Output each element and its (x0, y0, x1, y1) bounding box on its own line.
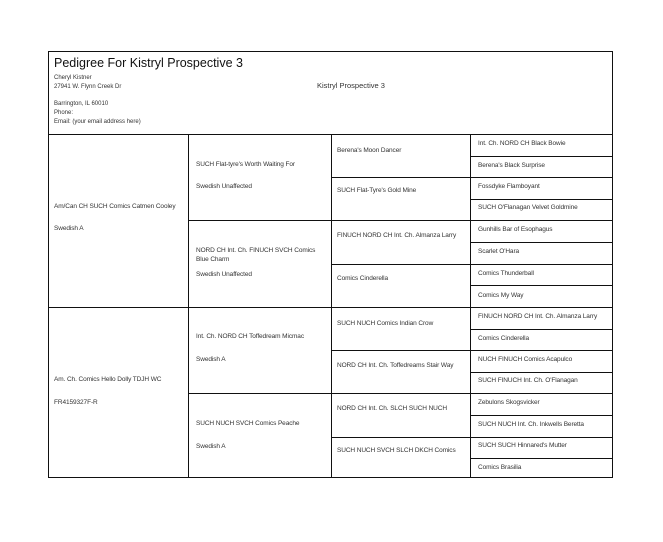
dam-name: Am. Ch. Comics Hello Dolly TDJH WC (54, 376, 162, 383)
grandparent-origin: Swedish A (196, 443, 226, 450)
dog-name: Kistryl Prospective 3 (317, 81, 385, 90)
great-grandparent: SUCH Flat-Tyre's Gold Mine (337, 187, 417, 194)
great-grandparent: NORD CH Int. Ch. SLCH SUCH NUCH (337, 405, 447, 412)
great-great-grandparent: FINUCH NORD CH Int. Ch. Almanza Larry (478, 313, 598, 320)
owner-name: Cheryl Kistner (54, 75, 92, 81)
grandparent-name: Int. Ch. NORD CH Toffedream Micmac (196, 333, 304, 340)
great-great-grandparent: SUCH O'Flanagan Velvet Goldmine (478, 204, 578, 211)
great-great-grandparent: SUCH NUCH Int. Ch. Inkwells Beretta (478, 421, 584, 428)
grandparent-divider-1 (188, 220, 612, 221)
great-grandparent: SUCH NUCH SVCH SLCH DKCH Comics (337, 447, 456, 454)
owner-city: Barrington, IL 60010 (54, 101, 109, 107)
grandparent-divider-2 (188, 393, 612, 394)
great-grandparent: FINUCH NORD CH Int. Ch. Almanza Larry (337, 232, 457, 239)
gggp-divider-1 (470, 156, 612, 157)
gggp-divider-7 (470, 415, 612, 416)
grandparent-name: NORD CH Int. Ch. FINUCH SVCH Comics Blue Charm (196, 247, 316, 263)
gggp-divider-2 (470, 199, 612, 200)
pedigree-sheet (48, 51, 613, 478)
great-great-grandparent: Fossdyke Flamboyant (478, 183, 540, 190)
great-grandparent: SUCH NUCH Comics Indian Crow (337, 320, 434, 327)
great-great-grandparent: Comics Thunderball (478, 270, 534, 277)
owner-email: Email: (your email address here) (54, 119, 141, 125)
great-grandparent: Comics Cinderella (337, 275, 389, 282)
great-great-grandparent: SUCH SUCH Hinnared's Mutter (478, 442, 567, 449)
grandparent-name: SUCH NUCH SVCH Comics Peache (196, 420, 300, 427)
gggp-divider-5 (470, 329, 612, 330)
grandparent-origin: Swedish A (196, 356, 226, 363)
gggp-divider-4 (470, 285, 612, 286)
owner-phone: Phone: (54, 110, 74, 116)
page-title: Pedigree For Kistryl Prospective 3 (54, 56, 243, 70)
dam-registration: FR4159327F-R (54, 399, 98, 406)
grandparent-name: SUCH Flat-tyre's Worth Waiting For (196, 161, 295, 168)
great-grandparent: NORD CH Int. Ch. Toffedreams Stair Way (337, 362, 454, 369)
ggp-divider-4 (331, 437, 612, 438)
great-great-grandparent: Comics My Way (478, 292, 524, 299)
column-divider-3 (470, 134, 471, 477)
great-great-grandparent: Scarlet O'Hara (478, 248, 520, 255)
great-great-grandparent: SUCH FINUCH Int. Ch. O'Flanagan (478, 377, 578, 384)
great-great-grandparent: Berena's Black Surprise (478, 162, 545, 169)
grandparent-origin: Swedish Unaffected (196, 183, 252, 190)
column-divider-1 (188, 134, 189, 477)
great-great-grandparent: Int. Ch. NORD CH Black Bowie (478, 140, 566, 147)
gggp-divider-8 (470, 458, 612, 459)
great-great-grandparent: Comics Cinderella (478, 335, 530, 342)
sire-origin: Swedish A (54, 225, 84, 232)
grandparent-origin: Swedish Unaffected (196, 271, 252, 278)
sire-name: Am/Can CH SUCH Comics Catmen Cooley (54, 203, 176, 210)
ggp-divider-1 (331, 177, 612, 178)
great-great-grandparent: Gunhills Bar of Esophagus (478, 226, 553, 233)
gggp-divider-6 (470, 372, 612, 373)
great-great-grandparent: NUCH FINUCH Comics Acapulco (478, 356, 573, 363)
owner-address: 27941 W. Flynn Creek Dr (54, 84, 122, 90)
great-grandparent: Berena's Moon Dancer (337, 147, 402, 154)
column-divider-2 (331, 134, 332, 477)
great-great-grandparent: Zebulons Skogsvicker (478, 399, 540, 406)
great-great-grandparent: Comics Brasilia (478, 464, 522, 471)
ggp-divider-3 (331, 350, 612, 351)
ggp-divider-2 (331, 264, 612, 265)
gggp-divider-3 (470, 242, 612, 243)
